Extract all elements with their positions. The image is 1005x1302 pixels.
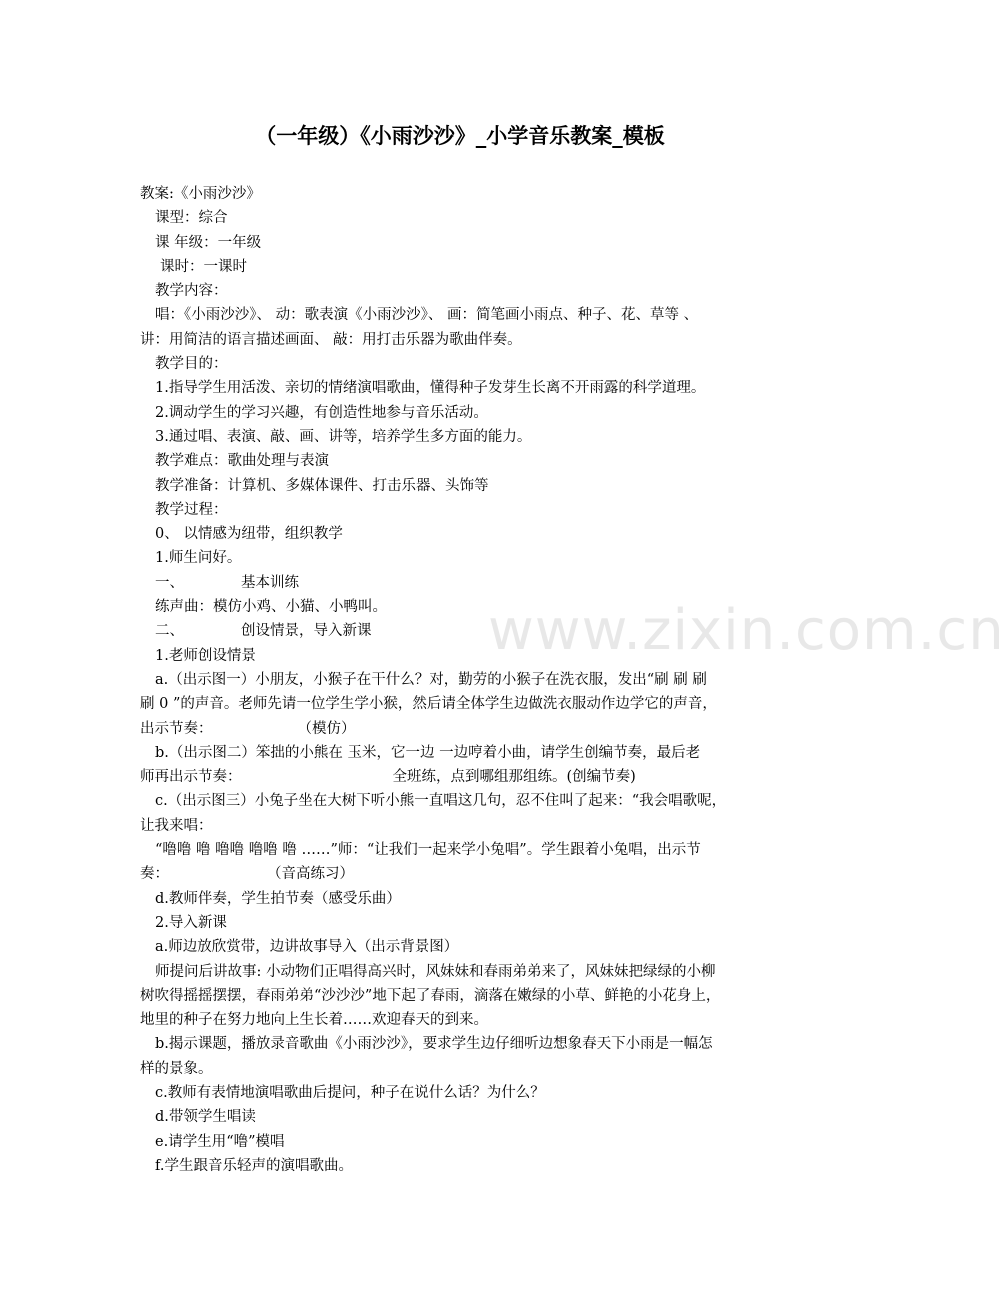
paragraph-line: 课型：综合 [155, 210, 228, 227]
paragraph-line: d.教师伴奏，学生拍节奏（感受乐曲） [155, 890, 401, 907]
paragraph-line: 2.调动学生的学习兴趣，有创造性地参与音乐活动。 [155, 404, 488, 421]
paragraph-line: 课 年级：一年级 [155, 234, 262, 251]
paragraph-line: 教学内容： [155, 283, 228, 300]
paragraph-line: e.请学生用“噜”模唱 [155, 1133, 285, 1150]
paragraph-line: 唱：《小雨沙沙》、 动：歌表演《小雨沙沙》、 画：简笔画小雨点、种子、花、草等 、 [155, 307, 699, 324]
paragraph-line: b.（出示图二）笨拙的小熊在 玉米，它一边 一边哼着小曲，请学生创编节奏，最后老 [155, 744, 701, 761]
section-number: 二、 [155, 623, 184, 640]
text-span: 师再出示节奏： [140, 769, 242, 786]
paragraph-line: 0、 以情感为纽带，组织教学 [155, 526, 343, 543]
paragraph-line: 教案:《小雨沙沙》 [140, 186, 261, 202]
paragraph-line: c.（出示图三）小兔子坐在大树下听小熊一直唱这几句，忍不住叫了起来：“我会唱歌呢， [155, 793, 727, 810]
paragraph-line: c.教师有表情地演唱歌曲后提问，种子在说什么话？为什么？ [155, 1084, 545, 1101]
text-span: （音高练习） [267, 866, 354, 883]
text-span: 出示节奏： [140, 720, 213, 737]
section-number: 一、 [155, 574, 184, 591]
paragraph-line [140, 619, 780, 643]
document-body [140, 182, 780, 1178]
paragraph-line: 刷 0 ”的声音。老师先请一位学生学小猴，然后请全体学生边做洗衣服动作边学它的声音， [140, 696, 717, 713]
text-span: （模仿） [297, 720, 356, 737]
paragraph-line: d.带领学生唱读 [155, 1109, 256, 1126]
watermark: www.zixin.com.cn [488, 598, 1005, 663]
paragraph-line: f.学生跟音乐轻声的演唱歌曲。 [155, 1157, 353, 1174]
paragraph-line: 教学过程： [155, 501, 228, 518]
section-heading: 创设情景，导入新课 [241, 623, 372, 640]
paragraph-line [140, 717, 780, 741]
paragraph-line: 1.指导学生用活泼、亲切的情绪演唱歌曲，懂得种子发芽生长离不开雨露的科学道理。 [155, 380, 706, 397]
paragraph-line: a.（出示图一）小朋友，小猴子在干什么？对，勤劳的小猴子在洗衣服，发出“刷 刷 刷 [155, 671, 707, 688]
document-title: （一年级）《小雨沙沙》_小学音乐教案_模板 [255, 124, 665, 148]
paragraph-line: 教学目的： [155, 356, 228, 373]
paragraph-line: 教学难点：歌曲处理与表演 [155, 453, 329, 470]
paragraph-line: a.师边放欣赏带，边讲故事导入（出示背景图） [155, 939, 459, 956]
paragraph-line: 教学准备：计算机、多媒体课件、打击乐器、头饰等 [155, 477, 489, 494]
paragraph-line [140, 765, 780, 789]
paragraph-line: b.揭示课题，播放录音歌曲《小雨沙沙》，要求学生边仔细听边想象春天下小雨是一幅怎 [155, 1036, 713, 1053]
text-span: 奏： [140, 866, 169, 883]
paragraph-line: 地里的种子在努力地向上生长着……欢迎春天的到来。 [140, 1012, 488, 1029]
paragraph-line: 样的景象。 [140, 1060, 213, 1077]
text-span: 全班练，点到哪组那组练。(创编节奏) [392, 769, 636, 786]
paragraph-line: 讲：用简洁的语言描述画面、 敲：用打击乐器为歌曲伴奏。 [140, 331, 522, 348]
paragraph-line: 练声曲：模仿小鸡、小猫、小鸭叫。 [155, 599, 387, 616]
paragraph-line: 课时：一课时 [160, 258, 247, 275]
paragraph-line: 2.导入新课 [155, 914, 227, 931]
section-heading: 基本训练 [241, 574, 299, 591]
paragraph-line [140, 571, 780, 595]
paragraph-line: “噜噜 噜 噜噜 噜噜 噜 ……”师：“让我们一起来学小兔唱”。学生跟着小兔唱，出示节 [155, 842, 701, 859]
paragraph-line: 3.通过唱、表演、敲、画、讲等，培养学生多方面的能力。 [155, 428, 532, 445]
paragraph-line [140, 862, 780, 886]
paragraph-line: 师提问后讲故事: 小动物们正唱得高兴时，风妹妹和春雨弟弟来了，风妹妹把绿绿的小柳 [155, 963, 716, 980]
paragraph-line: 树吹得摇摇摆摆，春雨弟弟“沙沙沙”地下起了春雨，滴落在嫩绿的小草、鲜艳的小花身上， [140, 987, 721, 1004]
paragraph-line: 1.老师创设情景 [155, 647, 256, 664]
paragraph-line: 让我来唱： [140, 817, 213, 834]
paragraph-line: 1.师生问好。 [155, 550, 242, 567]
